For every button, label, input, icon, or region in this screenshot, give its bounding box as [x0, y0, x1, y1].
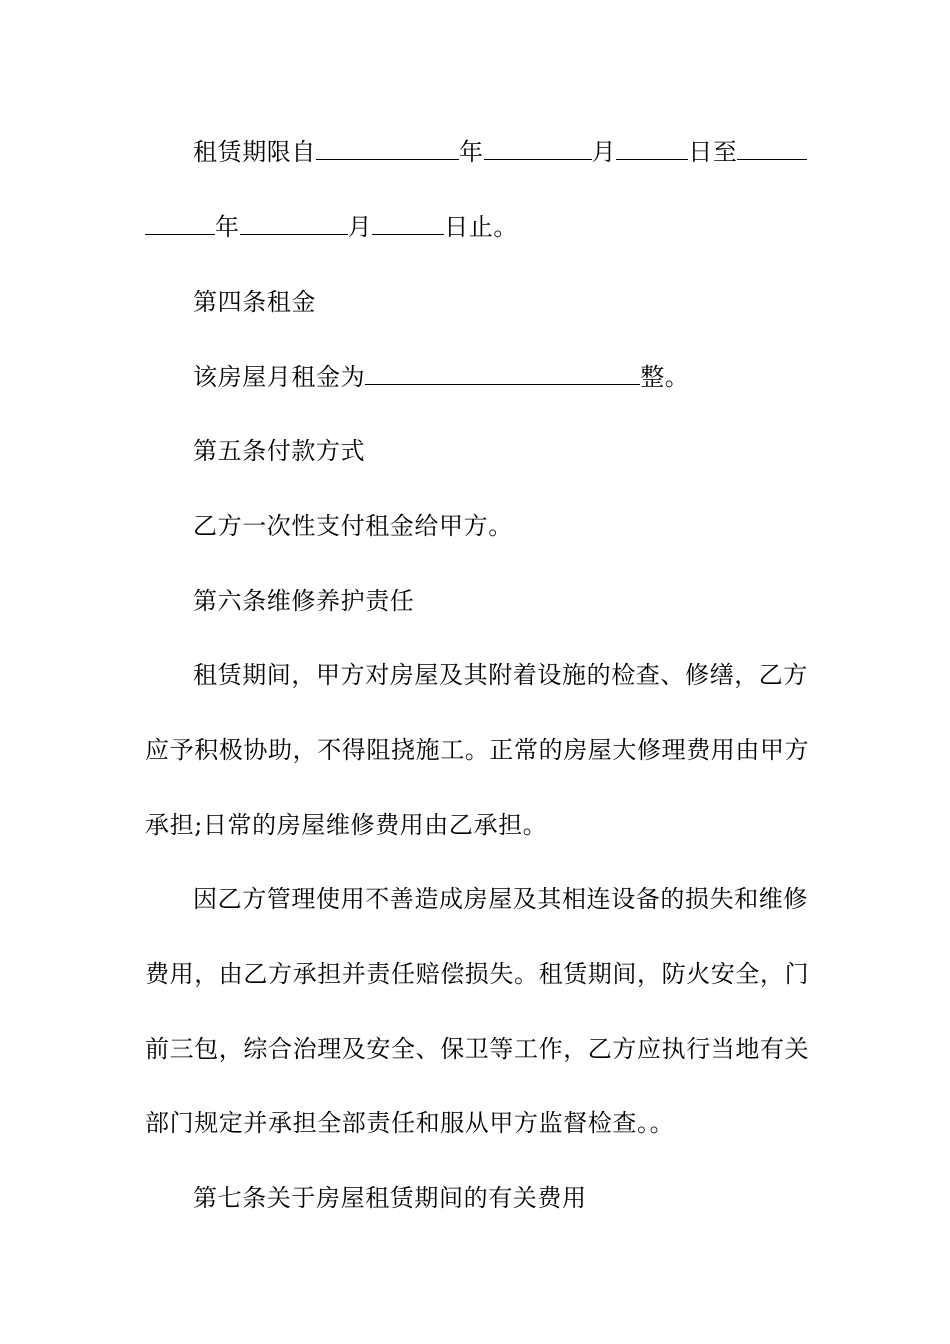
rent-amount-blank[interactable]: [365, 364, 640, 385]
article-5-heading: 第五条付款方式: [193, 437, 366, 465]
paragraph-line: 费用，由乙方承担并责任赔偿损失。租赁期间，防火安全，门: [145, 960, 810, 988]
start-month-blank[interactable]: [484, 139, 592, 160]
article-4-heading: 第四条租金: [193, 288, 316, 316]
article-6-heading: 第六条维修养护责任: [193, 587, 415, 615]
paragraph-line: 承担;日常的房屋维修费用由乙承担。: [145, 811, 548, 839]
day-end-label: 日止。: [444, 213, 519, 241]
lease-term-prefix: 租赁期限自: [193, 138, 316, 166]
end-year-blank-part1[interactable]: [737, 139, 807, 160]
day-to-label: 日至: [688, 138, 738, 166]
end-year-blank-part2[interactable]: [145, 214, 215, 235]
month2-label: 月: [347, 213, 373, 241]
month-label: 月: [591, 138, 617, 166]
end-day-blank[interactable]: [372, 214, 444, 235]
rent-suffix: 整。: [640, 363, 690, 391]
end-month-blank[interactable]: [240, 214, 348, 235]
lease-term-line-1: [145, 137, 815, 167]
year-label: 年: [459, 138, 484, 166]
paragraph-line: 前三包，综合治理及安全、保卫等工作，乙方应执行当地有关: [145, 1035, 810, 1063]
start-year-blank[interactable]: [316, 139, 459, 160]
rent-prefix: 该房屋月租金为: [193, 363, 366, 391]
payment-text: 乙方一次性支付租金给甲方。: [193, 512, 513, 540]
lease-term-line-2: [145, 212, 815, 242]
year2-label: 年: [215, 213, 240, 241]
paragraph-line: 应予积极协助，不得阻挠施工。正常的房屋大修理费用由甲方: [145, 736, 810, 764]
article-7-heading: 第七条关于房屋租赁期间的有关费用: [193, 1184, 587, 1212]
rent-line: [145, 362, 815, 392]
paragraph-line: 租赁期间，甲方对房屋及其附着设施的检查、修缮，乙方: [193, 661, 808, 689]
start-day-blank[interactable]: [616, 139, 688, 160]
paragraph-line: 部门规定并承担全部责任和服从甲方监督检查。。: [145, 1109, 675, 1137]
paragraph-line: 因乙方管理使用不善造成房屋及其相连设备的损失和维修: [193, 885, 808, 913]
